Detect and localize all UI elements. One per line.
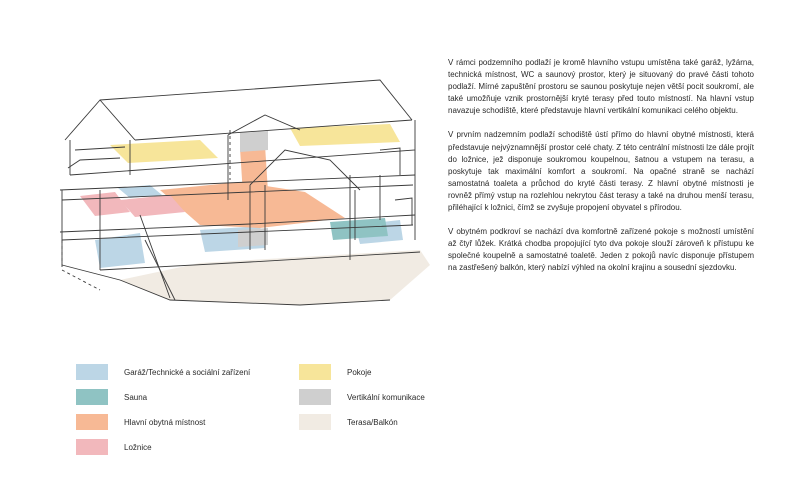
zone-main-living-2 bbox=[240, 145, 268, 195]
zone-staircase bbox=[240, 131, 268, 152]
legend-item-living bbox=[76, 414, 205, 430]
legend-item-rooms bbox=[299, 364, 371, 380]
paragraph-first-floor: V prvním nadzemním podlaží schodiště ústí přímo do hlavní obytné místnosti, která představuje nejvýznamnější prostor celé chaty. Z této centrální místnosti lze dále projít do ložnice, jež disponuje soukromou koupelnou, šatnou a vstupem na terasu, a poskytuje tak maximální komfort a soukromí. Na opačné straně se nachází samostatná toaleta a průchod do kryté části terasy. Z hlavní obytné místnosti je rovněž přímý vstup na rozlehlou nekrytou část terasy a také na druhou menší terasu, přiléhající k ložnici, čímž se zvyšuje propojení obyvatel s přírodou. bbox=[448, 130, 754, 213]
description-text bbox=[448, 57, 754, 287]
legend-label: Pokoje bbox=[347, 367, 372, 377]
legend-label: Sauna bbox=[124, 392, 148, 402]
legend-label: Ložnice bbox=[124, 442, 152, 452]
legend-label: Vertikální komunikace bbox=[347, 392, 425, 402]
legend-label: Garáž/Technické a sociální zařízení bbox=[124, 367, 251, 377]
legend-swatch bbox=[76, 414, 108, 430]
paragraph-underground: V rámci podzemního podlaží je kromě hlavního vstupu umístěna také garáž, lyžárna, technická místnost, WC a saunový prostor, který je situovaný do pravé části tohoto podlaží. Mírné zapuštění prostoru se saunou poskytuje nejen větší pocit soukromí, ale také umožňuje vznik prostornější kryté terasy před touto místností. Na hlavní vstup navazuje schodiště, které představuje hlavní vertikální komunikaci celého objektu. bbox=[448, 58, 754, 116]
zone-room-left bbox=[110, 140, 218, 163]
legend-swatch bbox=[76, 439, 108, 455]
legend-swatch bbox=[76, 364, 108, 380]
legend-item-bedroom bbox=[76, 439, 152, 455]
zone-bedroom bbox=[80, 192, 130, 216]
zone-terrace-ground bbox=[120, 250, 430, 305]
legend-swatch bbox=[299, 364, 331, 380]
axonometric-house-diagram bbox=[0, 0, 440, 320]
legend-label: Hlavní obytná místnost bbox=[124, 417, 206, 427]
legend-label: Terasa/Balkón bbox=[347, 417, 398, 427]
legend-swatch bbox=[299, 389, 331, 405]
legend-swatch bbox=[299, 414, 331, 430]
zone-staircase-lower bbox=[238, 228, 268, 247]
paragraph-attic: V obytném podkroví se nachází dva komfortně zařízené pokoje s možností umístění až čtyř lůžek. Krátká chodba propojující tyto dva pokoje slouží zároveň k přístupu ke společné koupelně a samostatné toaletě. Jeden z pokojů navíc disponuje přístupem na zastřešený balkón, který nabízí výhled na okolní krajinu a sousední sjezdovku. bbox=[448, 227, 754, 273]
legend-item-garage bbox=[76, 364, 250, 380]
legend-item-sauna bbox=[76, 389, 147, 405]
legend-item-terrace bbox=[299, 414, 398, 430]
legend-swatch bbox=[76, 389, 108, 405]
legend-item-vertical bbox=[299, 389, 425, 405]
